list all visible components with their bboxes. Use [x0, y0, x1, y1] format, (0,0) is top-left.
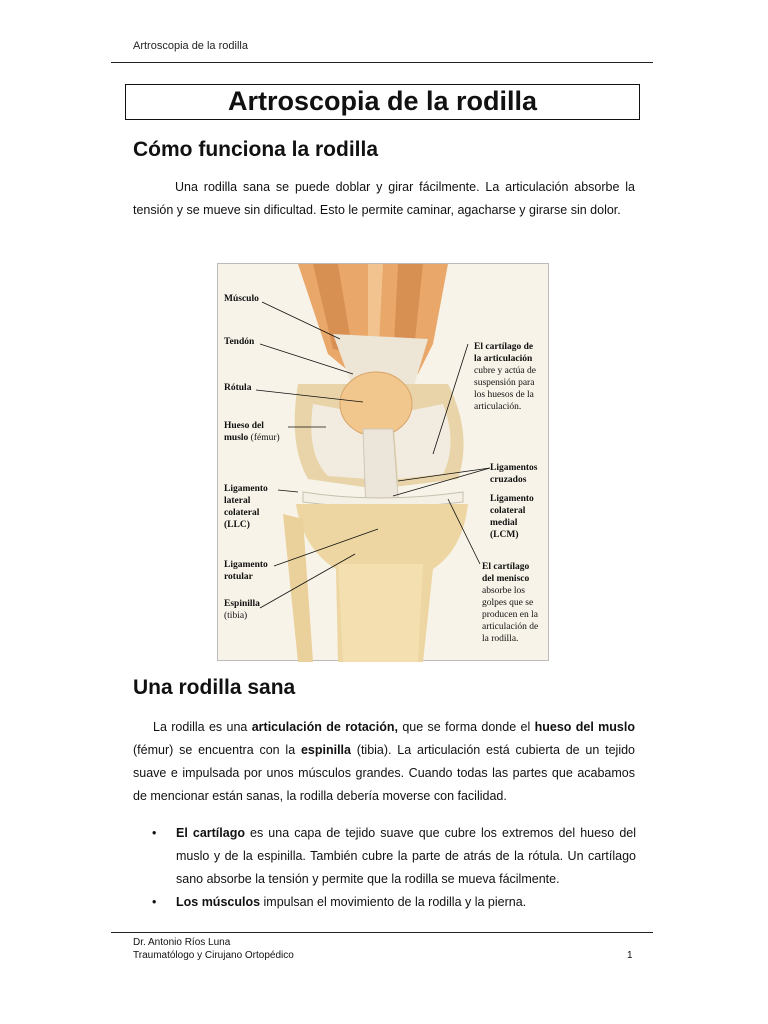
- footer-divider: [111, 932, 653, 933]
- label-ligamento-rotular: Ligamento rotular: [224, 560, 268, 582]
- label-lcm: Ligamento colateral medial (LCM): [490, 494, 534, 540]
- bullet-list: [150, 822, 636, 914]
- label-cartilago-menisco: El cartílago del menisco absorbe los golpes que se producen en la articulación de la rodilla.: [482, 562, 539, 644]
- label-tendon: Tendón: [224, 337, 255, 347]
- list-item: • Los músculos impulsan el movimiento de la rodilla y la pierna.: [150, 891, 636, 914]
- label-musculo: Músculo: [224, 294, 259, 304]
- intro-paragraph-text: Una rodilla sana se puede doblar y girar fácilmente. La articulación absorbe la tensión y se mueve sin dificultad. Esto le permite caminar, agacharse y girarse sin dolor.: [133, 180, 635, 217]
- running-header: Artroscopia de la rodilla: [133, 40, 248, 52]
- knee-anatomy-figure: [217, 263, 549, 661]
- label-llc: Ligamento lateral colateral (LLC): [224, 484, 268, 530]
- label-espinilla: Espinilla (tibia): [224, 599, 260, 621]
- label-rotula: Rótula: [224, 383, 252, 393]
- document-title-box: [125, 84, 640, 120]
- label-cartilago-articulacion: El cartílago de la articulación cubre y actúa de suspensión para los huesos de la articulación.: [474, 342, 536, 412]
- label-hueso-del-muslo: Hueso del muslo (fémur): [224, 421, 280, 443]
- list-item: • El cartílago es una capa de tejido suave que cubre los extremos del hueso del muslo y de la espinilla. También cubre la parte de atrás de la rótula. Un cartílago sano absorbe la tensión y permite que la rodilla se mueva fácilmente.: [150, 822, 636, 891]
- intro-paragraph: [133, 176, 635, 222]
- bullet-marker: •: [152, 895, 157, 909]
- section-heading-healthy-knee: Una rodilla sana: [133, 676, 296, 699]
- label-ligamentos-cruzados: Ligamentos cruzados: [490, 463, 538, 485]
- header-divider: [111, 62, 653, 63]
- bullet-marker: •: [152, 826, 157, 840]
- document-title: Artroscopia de la rodilla: [227, 86, 538, 116]
- footer-author: Dr. Antonio Ríos Luna: [133, 937, 231, 948]
- page-number: 1: [627, 950, 633, 961]
- section-heading-how-knee-works: Cómo funciona la rodilla: [133, 138, 379, 161]
- healthy-knee-paragraph: La rodilla es una articulación de rotación, que se forma donde el hueso del muslo (fémur) se encuentra con la espinilla (tibia). La articulación está cubierta de un tejido suave e impulsada por unos músculos grandes. Cuando todas las partes que acabamos de mencionar están sanas, la rodilla debería moverse con facilidad.: [133, 720, 636, 803]
- footer-role: Traumatólogo y Cirujano Ortopédico: [133, 950, 294, 961]
